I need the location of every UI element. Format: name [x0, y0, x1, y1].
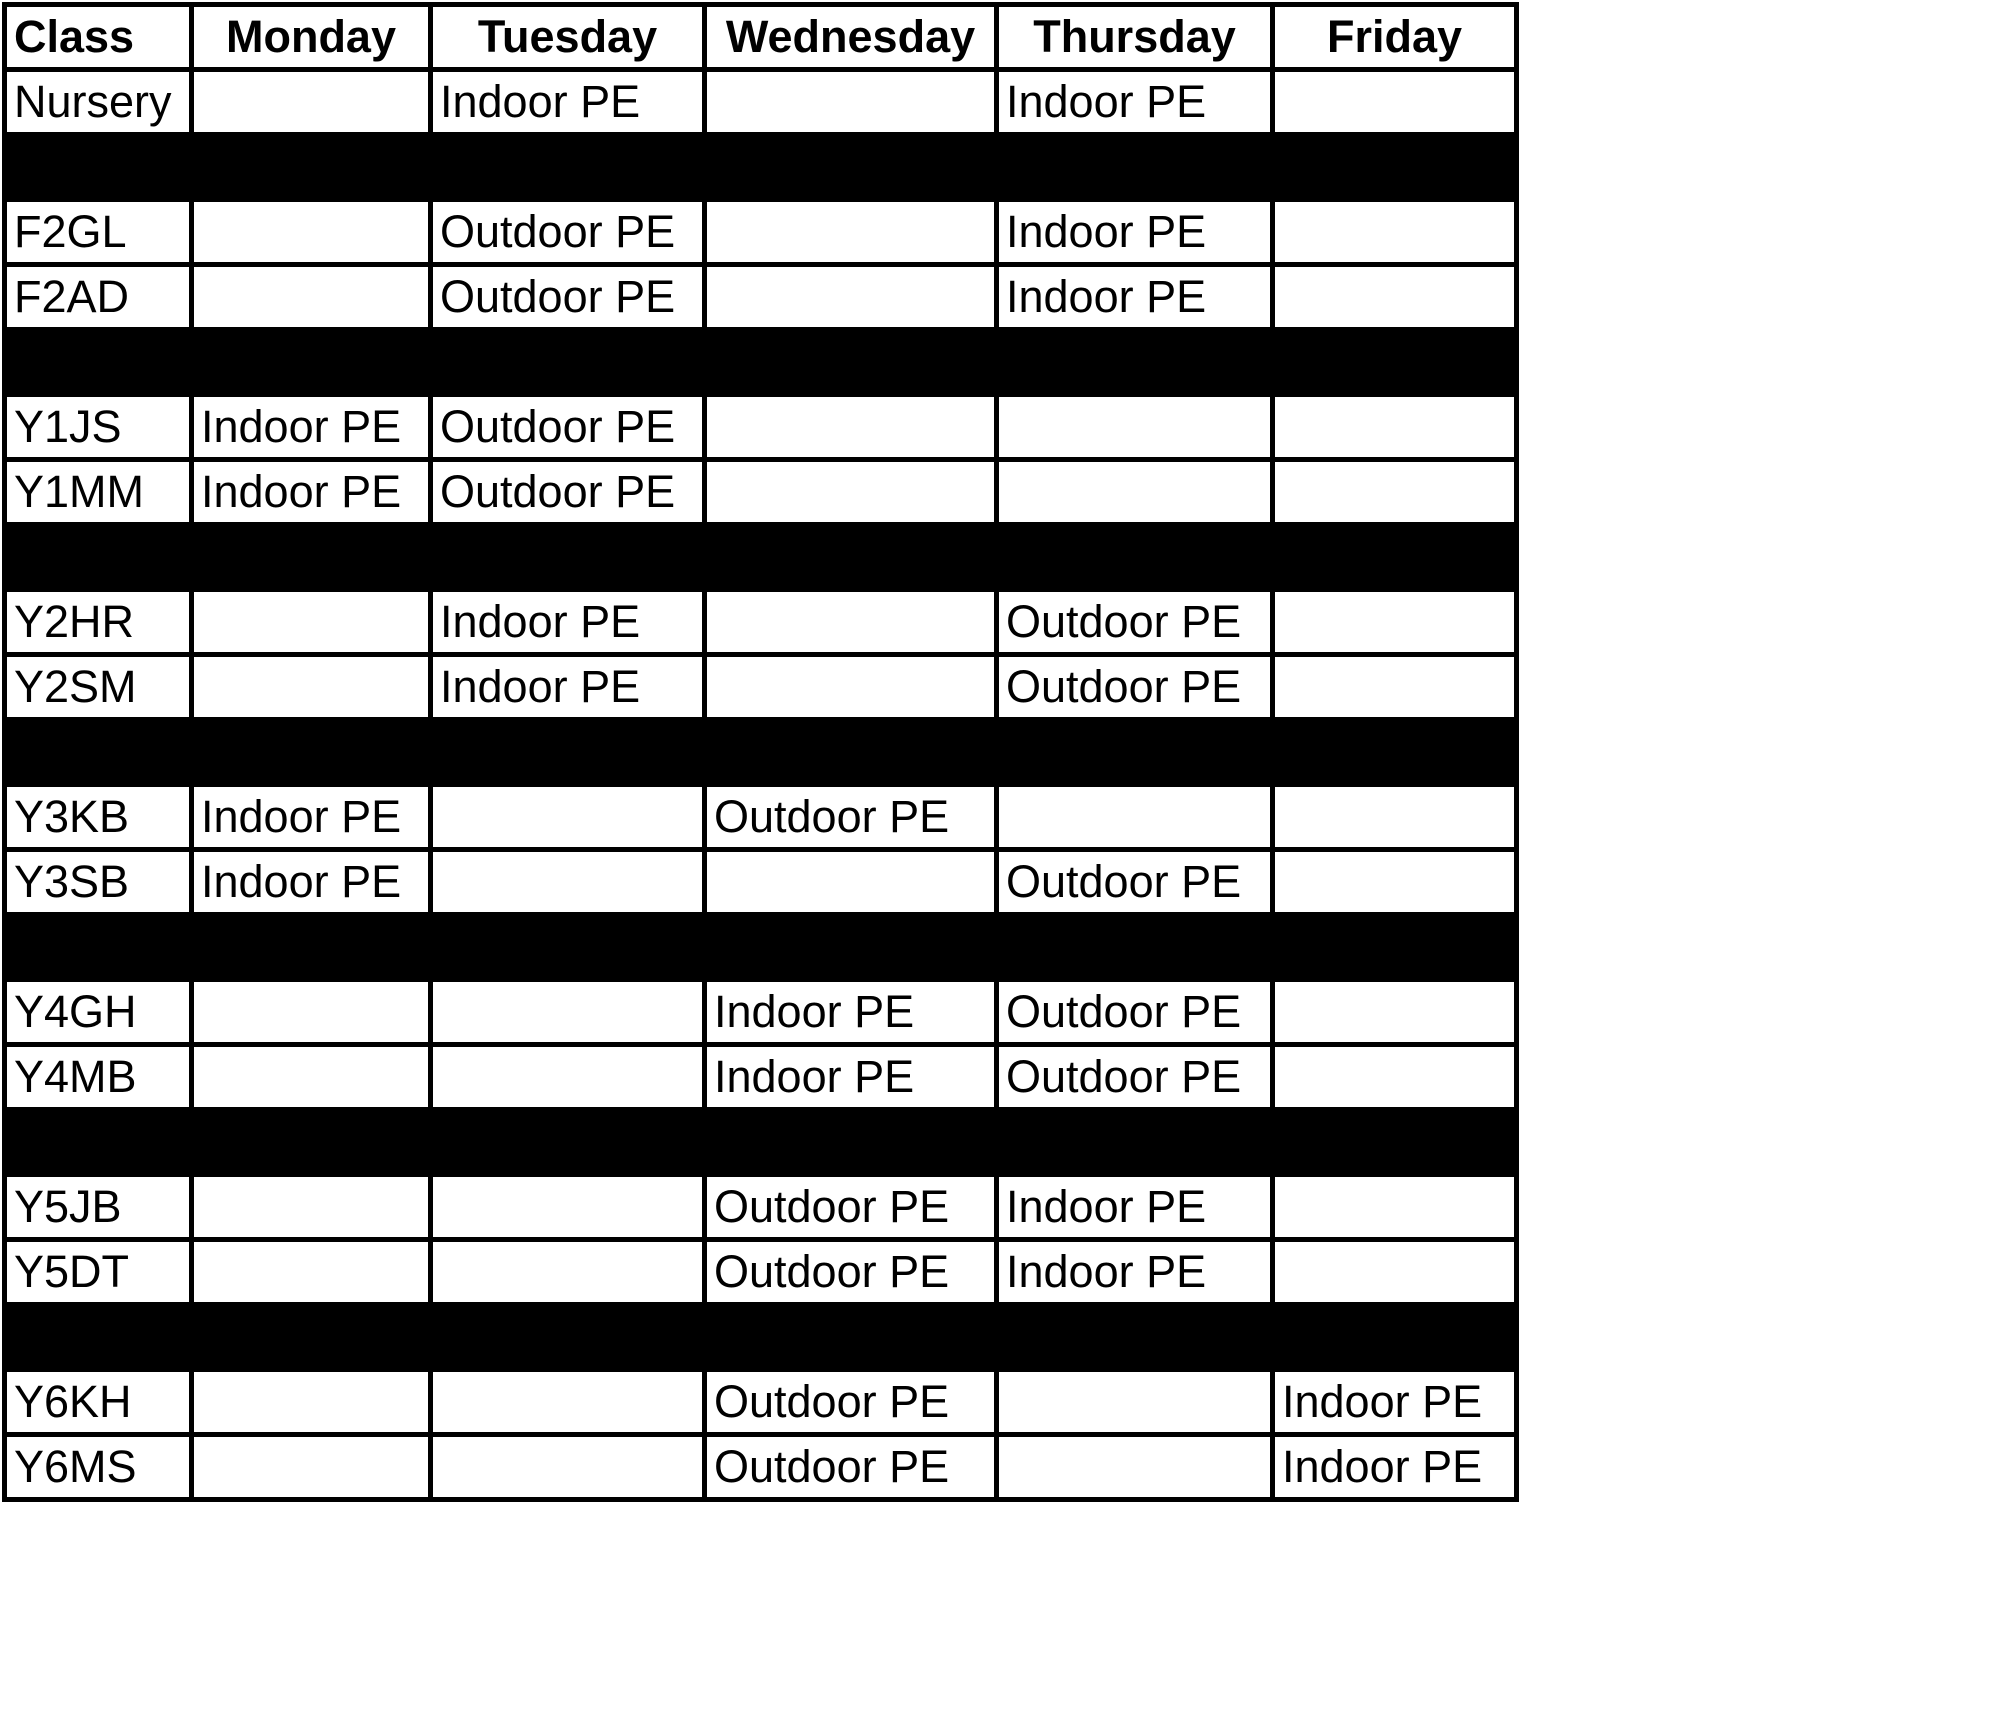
thursday-cell: Indoor PE	[997, 70, 1273, 135]
monday-cell	[192, 70, 431, 135]
pe-timetable	[2, 2, 1519, 1502]
wednesday-cell	[705, 265, 997, 330]
friday-cell	[1273, 655, 1517, 720]
monday-cell: Indoor PE	[192, 460, 431, 525]
table-row	[5, 1175, 1517, 1240]
header-class: Class	[5, 5, 192, 70]
header-wednesday: Wednesday	[705, 5, 997, 70]
header-thursday: Thursday	[997, 5, 1273, 70]
divider-bar	[5, 330, 1517, 395]
class-cell: Y4GH	[5, 980, 192, 1045]
tuesday-cell: Indoor PE	[431, 70, 705, 135]
class-cell: F2AD	[5, 265, 192, 330]
class-cell: Nursery	[5, 70, 192, 135]
friday-cell	[1273, 1045, 1517, 1110]
monday-cell	[192, 980, 431, 1045]
wednesday-cell	[705, 200, 997, 265]
header-monday: Monday	[192, 5, 431, 70]
thursday-cell: Outdoor PE	[997, 980, 1273, 1045]
thursday-cell: Outdoor PE	[997, 590, 1273, 655]
table-row	[5, 785, 1517, 850]
tuesday-cell: Outdoor PE	[431, 265, 705, 330]
monday-cell: Indoor PE	[192, 395, 431, 460]
table-row	[5, 70, 1517, 135]
monday-cell	[192, 655, 431, 720]
table-row	[5, 395, 1517, 460]
monday-cell	[192, 1045, 431, 1110]
divider-bar	[5, 720, 1517, 785]
monday-cell	[192, 1240, 431, 1305]
tuesday-cell	[431, 1045, 705, 1110]
table-row	[5, 590, 1517, 655]
friday-cell	[1273, 460, 1517, 525]
class-cell: Y5DT	[5, 1240, 192, 1305]
wednesday-cell: Outdoor PE	[705, 1370, 997, 1435]
class-cell: Y3SB	[5, 850, 192, 915]
divider-row	[5, 525, 1517, 590]
wednesday-cell: Indoor PE	[705, 1045, 997, 1110]
thursday-cell	[997, 395, 1273, 460]
thursday-cell	[997, 1370, 1273, 1435]
divider-bar	[5, 1305, 1517, 1370]
table-row	[5, 265, 1517, 330]
divider-row	[5, 720, 1517, 785]
tuesday-cell	[431, 1240, 705, 1305]
table-row	[5, 1435, 1517, 1500]
friday-cell	[1273, 1240, 1517, 1305]
table-row	[5, 655, 1517, 720]
monday-cell	[192, 1435, 431, 1500]
divider-bar	[5, 1110, 1517, 1175]
divider-row	[5, 135, 1517, 200]
table-row	[5, 200, 1517, 265]
tuesday-cell: Outdoor PE	[431, 200, 705, 265]
class-cell: F2GL	[5, 200, 192, 265]
header-friday: Friday	[1273, 5, 1517, 70]
class-cell: Y3KB	[5, 785, 192, 850]
friday-cell	[1273, 980, 1517, 1045]
table-row	[5, 980, 1517, 1045]
divider-row	[5, 330, 1517, 395]
class-cell: Y2HR	[5, 590, 192, 655]
friday-cell: Indoor PE	[1273, 1435, 1517, 1500]
wednesday-cell	[705, 590, 997, 655]
friday-cell	[1273, 785, 1517, 850]
thursday-cell: Indoor PE	[997, 200, 1273, 265]
thursday-cell: Indoor PE	[997, 1175, 1273, 1240]
wednesday-cell: Indoor PE	[705, 980, 997, 1045]
tuesday-cell: Outdoor PE	[431, 395, 705, 460]
wednesday-cell	[705, 70, 997, 135]
tuesday-cell: Indoor PE	[431, 590, 705, 655]
thursday-cell: Outdoor PE	[997, 850, 1273, 915]
tuesday-cell: Outdoor PE	[431, 460, 705, 525]
class-cell: Y6KH	[5, 1370, 192, 1435]
thursday-cell: Indoor PE	[997, 1240, 1273, 1305]
header-row	[5, 5, 1517, 70]
friday-cell	[1273, 1175, 1517, 1240]
class-cell: Y5JB	[5, 1175, 192, 1240]
friday-cell	[1273, 70, 1517, 135]
divider-bar	[5, 525, 1517, 590]
tuesday-cell	[431, 1435, 705, 1500]
wednesday-cell	[705, 460, 997, 525]
table-row	[5, 850, 1517, 915]
tuesday-cell	[431, 785, 705, 850]
friday-cell	[1273, 200, 1517, 265]
timetable-header	[5, 5, 1517, 70]
monday-cell: Indoor PE	[192, 850, 431, 915]
wednesday-cell: Outdoor PE	[705, 1435, 997, 1500]
wednesday-cell: Outdoor PE	[705, 1175, 997, 1240]
tuesday-cell: Indoor PE	[431, 655, 705, 720]
class-cell: Y6MS	[5, 1435, 192, 1500]
tuesday-cell	[431, 850, 705, 915]
friday-cell	[1273, 395, 1517, 460]
table-row	[5, 1240, 1517, 1305]
thursday-cell	[997, 1435, 1273, 1500]
monday-cell	[192, 1175, 431, 1240]
header-tuesday: Tuesday	[431, 5, 705, 70]
divider-row	[5, 915, 1517, 980]
thursday-cell	[997, 460, 1273, 525]
wednesday-cell: Outdoor PE	[705, 785, 997, 850]
class-cell: Y1JS	[5, 395, 192, 460]
thursday-cell: Indoor PE	[997, 265, 1273, 330]
thursday-cell: Outdoor PE	[997, 655, 1273, 720]
class-cell: Y1MM	[5, 460, 192, 525]
timetable-body	[5, 70, 1517, 1500]
table-row	[5, 1045, 1517, 1110]
class-cell: Y2SM	[5, 655, 192, 720]
tuesday-cell	[431, 1370, 705, 1435]
tuesday-cell	[431, 1175, 705, 1240]
friday-cell	[1273, 850, 1517, 915]
monday-cell	[192, 590, 431, 655]
monday-cell: Indoor PE	[192, 785, 431, 850]
table-row	[5, 1370, 1517, 1435]
class-cell: Y4MB	[5, 1045, 192, 1110]
divider-row	[5, 1305, 1517, 1370]
monday-cell	[192, 200, 431, 265]
divider-bar	[5, 135, 1517, 200]
thursday-cell	[997, 785, 1273, 850]
friday-cell	[1273, 265, 1517, 330]
wednesday-cell: Outdoor PE	[705, 1240, 997, 1305]
divider-row	[5, 1110, 1517, 1175]
table-row	[5, 460, 1517, 525]
wednesday-cell	[705, 850, 997, 915]
friday-cell	[1273, 590, 1517, 655]
monday-cell	[192, 1370, 431, 1435]
friday-cell: Indoor PE	[1273, 1370, 1517, 1435]
wednesday-cell	[705, 655, 997, 720]
wednesday-cell	[705, 395, 997, 460]
thursday-cell: Outdoor PE	[997, 1045, 1273, 1110]
divider-bar	[5, 915, 1517, 980]
tuesday-cell	[431, 980, 705, 1045]
monday-cell	[192, 265, 431, 330]
